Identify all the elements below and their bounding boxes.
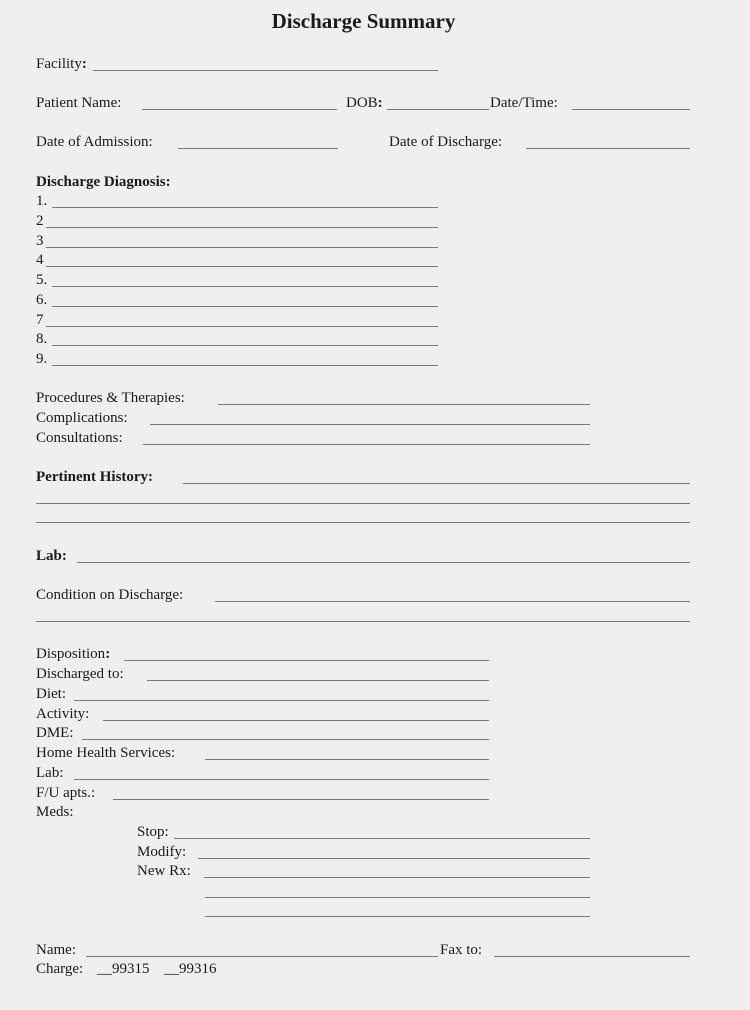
- meds-new-rx-field[interactable]: [204, 877, 590, 878]
- facility-field[interactable]: [93, 70, 438, 71]
- date-time-field[interactable]: [572, 109, 690, 110]
- diagnosis-field[interactable]: [52, 345, 438, 346]
- dob-field[interactable]: [387, 109, 489, 110]
- diagnosis-field[interactable]: [52, 207, 438, 208]
- diagnosis-number: 5.: [36, 272, 48, 288]
- fu-apts-field[interactable]: [113, 799, 489, 800]
- name-label: Name:: [36, 942, 76, 958]
- charge-option-99316[interactable]: __99316: [164, 961, 217, 977]
- dme-field[interactable]: [82, 739, 489, 740]
- diagnosis-number: 3: [36, 233, 44, 249]
- procedures-therapies-field[interactable]: [218, 404, 590, 405]
- meds-modify-label: Modify:: [137, 844, 187, 860]
- diagnosis-field[interactable]: [52, 365, 438, 366]
- name-field[interactable]: [86, 956, 438, 957]
- fax-to-field[interactable]: [494, 956, 690, 957]
- patient-name-label: Patient Name:: [36, 95, 122, 111]
- diagnosis-number: 1.: [36, 193, 48, 209]
- procedures-therapies-label: Procedures & Therapies:: [36, 390, 185, 406]
- home-health-services-label: Home Health Services:: [36, 745, 176, 761]
- charge-label: Charge:: [36, 961, 84, 977]
- date-of-discharge-field[interactable]: [526, 148, 690, 149]
- condition-on-discharge-label: Condition on Discharge:: [36, 587, 184, 603]
- diagnosis-number: 2: [36, 213, 44, 229]
- condition-on-discharge-field[interactable]: [215, 601, 690, 602]
- home-health-services-field[interactable]: [205, 759, 489, 760]
- diagnosis-number: 8.: [36, 331, 48, 347]
- discharged-to-label: Discharged to:: [36, 666, 124, 682]
- lab-heading: Lab:: [36, 548, 67, 564]
- fax-to-label: Fax to:: [440, 942, 483, 958]
- patient-name-field[interactable]: [142, 109, 337, 110]
- meds-new-rx-label: New Rx:: [137, 863, 191, 879]
- fu-apts-label: F/U apts.:: [36, 785, 96, 801]
- diagnosis-number: 9.: [36, 351, 48, 367]
- pertinent-history-field[interactable]: [36, 522, 690, 523]
- complications-label: Complications:: [36, 410, 128, 426]
- meds-stop-field[interactable]: [174, 838, 590, 839]
- pertinent-history-field[interactable]: [36, 503, 690, 504]
- discharge-diagnosis-heading: Discharge Diagnosis:: [36, 174, 171, 190]
- diet-label: Diet:: [36, 686, 66, 702]
- complications-field[interactable]: [150, 424, 590, 425]
- date-time-label: Date/Time:: [490, 95, 558, 111]
- date-of-admission-label: Date of Admission:: [36, 134, 153, 150]
- discharged-to-field[interactable]: [147, 680, 489, 681]
- meds-new-rx-field[interactable]: [205, 916, 590, 917]
- meds-stop-label: Stop:: [137, 824, 169, 840]
- diagnosis-field[interactable]: [46, 227, 438, 228]
- charge-option-99315[interactable]: __99315: [97, 961, 150, 977]
- diet-field[interactable]: [74, 700, 489, 701]
- dme-label: DME:: [36, 725, 74, 741]
- diagnosis-field[interactable]: [46, 266, 438, 267]
- consultations-label: Consultations:: [36, 430, 123, 446]
- diagnosis-field[interactable]: [46, 247, 438, 248]
- date-of-discharge-label: Date of Discharge:: [389, 134, 503, 150]
- disposition-label: Disposition:: [36, 646, 111, 662]
- pertinent-history-field[interactable]: [183, 483, 690, 484]
- diagnosis-number: 4: [36, 252, 44, 268]
- date-of-admission-field[interactable]: [178, 148, 338, 149]
- meds-label: Meds:: [36, 804, 74, 820]
- meds-new-rx-field[interactable]: [205, 897, 590, 898]
- pertinent-history-heading: Pertinent History:: [36, 469, 154, 485]
- disposition-lab-label: Lab:: [36, 765, 64, 781]
- disposition-field[interactable]: [124, 660, 489, 661]
- diagnosis-field[interactable]: [52, 286, 438, 287]
- disposition-lab-field[interactable]: [74, 779, 489, 780]
- meds-modify-field[interactable]: [198, 858, 590, 859]
- activity-field[interactable]: [103, 720, 489, 721]
- consultations-field[interactable]: [143, 444, 590, 445]
- lab-field[interactable]: [77, 562, 690, 563]
- condition-on-discharge-field[interactable]: [36, 621, 690, 622]
- activity-label: Activity:: [36, 706, 90, 722]
- diagnosis-number: 6.: [36, 292, 48, 308]
- document-title: Discharge Summary: [271, 9, 456, 33]
- diagnosis-field[interactable]: [52, 306, 438, 307]
- diagnosis-field[interactable]: [46, 326, 438, 327]
- diagnosis-number: 7: [36, 312, 44, 328]
- dob-label: DOB:: [346, 95, 383, 111]
- facility-label: Facility:: [36, 56, 87, 72]
